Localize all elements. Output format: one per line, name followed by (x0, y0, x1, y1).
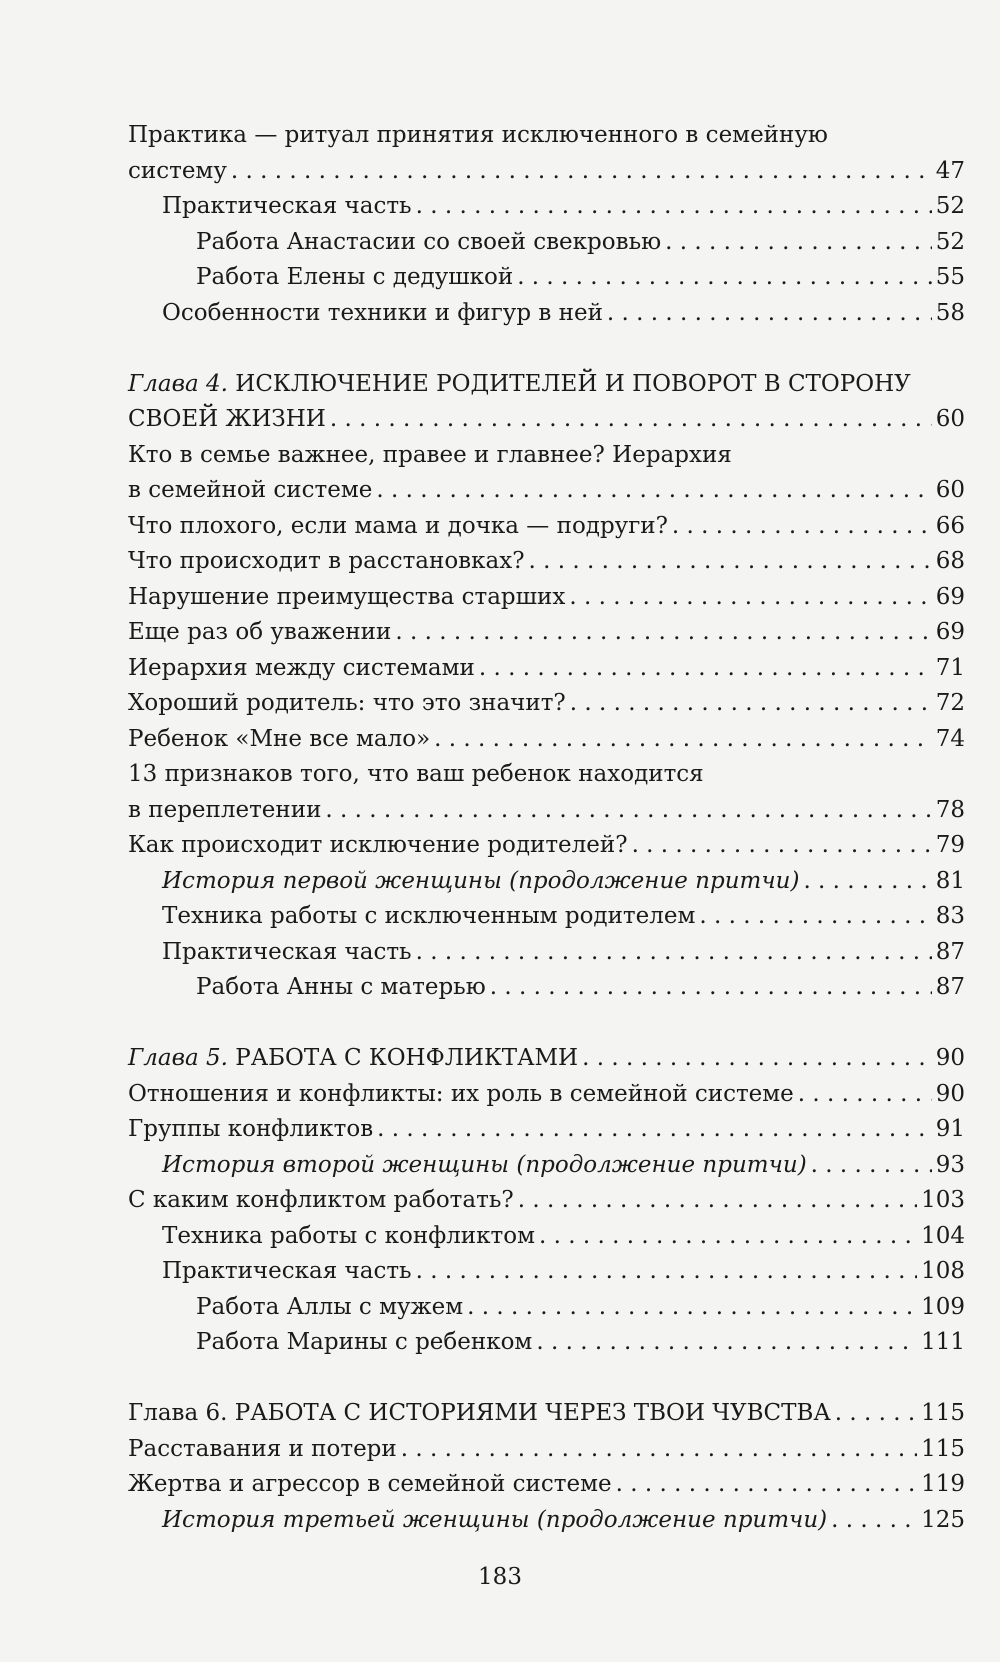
toc-entry (128, 580, 965, 616)
toc-entry (128, 864, 965, 900)
page-number: 183 (478, 1564, 522, 1590)
toc-entry (128, 509, 965, 545)
toc-entry (128, 651, 965, 687)
toc-page-number: 119 (921, 1471, 965, 1497)
toc-entry-title: Группы конфликтов (128, 1116, 374, 1142)
toc-entry (128, 899, 965, 935)
toc-entry-title: История первой женщины (продолжение притчи) (162, 867, 800, 894)
toc-page-number: 60 (935, 406, 965, 432)
toc-entry-title: Работа Анастасии со своей свекровью (196, 228, 662, 255)
toc-entry-title: Работа Марины с ребенком (196, 1329, 533, 1355)
dot-leader (416, 189, 932, 225)
toc-entry (128, 828, 965, 864)
toc-page-number: 74 (935, 725, 965, 752)
dot-leader (517, 260, 932, 296)
dot-leader (569, 580, 931, 616)
toc-page-number: 69 (935, 583, 965, 610)
toc-page-number: 52 (935, 228, 965, 255)
toc-page-number: 115 (921, 1435, 965, 1462)
toc-page-number: 79 (935, 832, 965, 858)
dot-leader (490, 970, 932, 1006)
toc-entry-title: Практика — ритуал принятия исключенного в семейную (128, 122, 828, 148)
toc-entry-title: Нарушение преимущества старших (128, 583, 566, 610)
toc-entry-title: Еще раз об уважении (128, 619, 392, 645)
dot-leader (570, 686, 932, 722)
dot-leader (539, 1219, 917, 1255)
toc-entry-title: Хороший родитель: что это значит? (128, 690, 566, 716)
toc-entry-title: СВОЕЙ ЖИЗНИ (128, 406, 326, 432)
toc-entry-title: Глава 6. РАБОТА С ИСТОРИЯМИ ЧЕРЕЗ ТВОИ ЧУВСТВА (128, 1400, 831, 1426)
toc-page-number: 91 (935, 1116, 965, 1142)
toc-entry-title-line (128, 438, 965, 474)
dot-leader (416, 935, 932, 971)
toc-entry-title-line (128, 757, 965, 793)
toc-entry-title: Как происходит исключение родителей? (128, 832, 628, 858)
toc-page-number: 71 (935, 654, 965, 681)
toc-page-number: 90 (935, 1080, 965, 1107)
toc-page-number: 78 (935, 796, 965, 823)
dot-leader (607, 296, 932, 332)
toc-page-number: 108 (921, 1258, 965, 1284)
toc-entry-title: Работа Анны с матерью (196, 974, 486, 1000)
toc-entry (128, 1290, 965, 1326)
dot-leader (416, 1254, 918, 1290)
dot-leader (699, 899, 931, 935)
dot-leader (330, 402, 932, 438)
toc-page-number: 125 (921, 1506, 965, 1533)
toc-entry-title-line (128, 118, 965, 154)
toc-entry (128, 1254, 965, 1290)
toc-entry (128, 1219, 965, 1255)
toc-page-number: 60 (935, 477, 965, 503)
dot-leader (479, 651, 932, 687)
toc-page-number: 87 (935, 938, 965, 965)
toc-page-number: 115 (921, 1400, 965, 1426)
dot-leader (798, 1077, 932, 1113)
toc-page-number: 81 (935, 867, 965, 894)
toc-entry (128, 1396, 965, 1432)
toc-entry (128, 1077, 965, 1113)
dot-leader (401, 1432, 917, 1468)
toc-entry-title: Работа Елены с дедушкой (196, 264, 514, 290)
toc-entry (128, 1467, 965, 1503)
toc-entry (128, 296, 965, 332)
toc-page-number: 83 (935, 903, 965, 929)
dot-leader (803, 864, 931, 900)
dot-leader (831, 1503, 917, 1539)
toc-entry (128, 935, 965, 971)
toc-entry-title: Что плохого, если мама и дочка — подруги? (128, 512, 668, 539)
dot-leader (536, 1325, 917, 1361)
toc-entry (128, 970, 965, 1006)
toc-entry (128, 438, 965, 509)
toc-entry (128, 722, 965, 758)
toc-entry (128, 615, 965, 651)
toc-page-number: 58 (935, 299, 965, 326)
toc-entry (128, 1041, 965, 1077)
dot-leader (632, 828, 932, 864)
table-of-contents (128, 118, 965, 1538)
toc-entry-title: ИСКЛЮЧЕНИЕ РОДИТЕЛЕЙ И ПОВОРОТ В СТОРОНУ (227, 370, 911, 397)
toc-page-number: 52 (935, 193, 965, 219)
dot-leader (325, 793, 931, 829)
toc-page-number: 103 (921, 1187, 965, 1213)
toc-page-number: 55 (935, 264, 965, 290)
toc-entry-title: Кто в семье важнее, правее и главнее? Иерархия (128, 441, 732, 468)
toc-page-number: 93 (935, 1151, 965, 1178)
toc-entry-title: Что происходит в расстановках? (128, 548, 525, 574)
dot-leader (395, 615, 931, 651)
dot-leader (665, 225, 932, 261)
toc-entry-title: История второй женщины (продолжение притчи) (162, 1151, 807, 1178)
toc-entry-title: систему (128, 157, 227, 184)
toc-entry-title: Особенности техники и фигур в ней (162, 299, 603, 326)
toc-entry-title: Жертва и агрессор в семейной системе (128, 1471, 612, 1497)
toc-page-number: 111 (921, 1329, 965, 1355)
toc-entry-title: Расставания и потери (128, 1435, 397, 1462)
toc-entry (128, 367, 965, 438)
toc-page-number: 47 (935, 157, 965, 184)
toc-entry (128, 189, 965, 225)
toc-entry-title: Отношения и конфликты: их роль в семейной системе (128, 1080, 794, 1107)
toc-entry (128, 118, 965, 189)
dot-leader (434, 722, 932, 758)
toc-entry-title: Практическая часть (162, 193, 412, 219)
toc-entry (128, 1112, 965, 1148)
toc-page-number: 68 (935, 548, 965, 574)
toc-entry (128, 1503, 965, 1539)
dot-leader (529, 544, 932, 580)
toc-entry (128, 225, 965, 261)
toc-page-number: 109 (921, 1293, 965, 1320)
dot-leader (835, 1396, 917, 1432)
toc-entry-title: История третьей женщины (продолжение притчи) (162, 1506, 828, 1533)
toc-entry-title: 13 признаков того, что ваш ребенок находится (128, 761, 704, 787)
dot-leader (672, 509, 932, 545)
chapter-label: Глава 4. (128, 370, 228, 397)
toc-entry (128, 1432, 965, 1468)
toc-entry (128, 686, 965, 722)
toc-entry-title: Иерархия между системами (128, 654, 475, 681)
dot-leader (616, 1467, 918, 1503)
toc-entry (128, 757, 965, 828)
toc-entry (128, 260, 965, 296)
toc-entry (128, 1148, 965, 1184)
toc-page-number: 104 (921, 1222, 965, 1249)
toc-entry-title: Техника работы с конфликтом (162, 1222, 535, 1249)
toc-entry-title: Ребенок «Мне все мало» (128, 725, 431, 752)
dot-leader (231, 154, 932, 190)
toc-entry-title-line (128, 367, 965, 403)
toc-entry (128, 1325, 965, 1361)
toc-entry-title: Практическая часть (162, 938, 412, 965)
dot-leader (518, 1183, 917, 1219)
toc-entry-title: Работа Аллы с мужем (196, 1293, 464, 1320)
dot-leader (811, 1148, 932, 1184)
toc-entry-title: Глава 5. РАБОТА С КОНФЛИКТАМИ (128, 1045, 579, 1071)
toc-entry-title: в переплетении (128, 796, 322, 823)
toc-page-number: 69 (935, 619, 965, 645)
dot-leader (582, 1041, 932, 1077)
toc-entry (128, 544, 965, 580)
dot-leader (376, 473, 931, 509)
dot-leader (377, 1112, 932, 1148)
toc-page-number: 87 (935, 974, 965, 1000)
toc-page-number: 66 (935, 512, 965, 539)
dot-leader (467, 1290, 917, 1326)
toc-entry-title: Практическая часть (162, 1258, 412, 1284)
toc-entry-title: в семейной системе (128, 477, 373, 503)
toc-entry-title: Техника работы с исключенным родителем (162, 903, 696, 929)
chapter-label: Глава 5. (128, 1045, 228, 1071)
toc-entry-title: С каким конфликтом работать? (128, 1187, 514, 1213)
toc-page-number: 72 (935, 690, 965, 716)
toc-page-number: 90 (935, 1045, 965, 1071)
toc-entry (128, 1183, 965, 1219)
